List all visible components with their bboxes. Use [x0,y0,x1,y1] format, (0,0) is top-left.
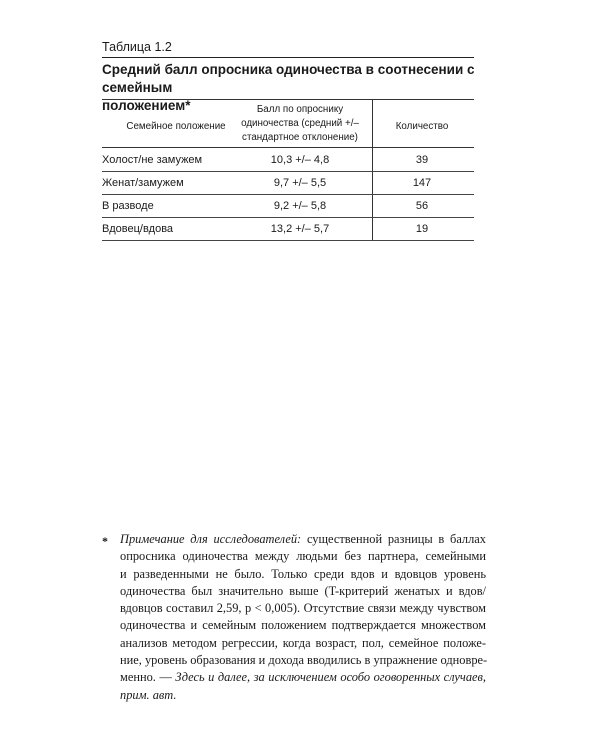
footnote-line-3: и разведенными не было. Только среди вдов и вдовцов уровень [120,566,486,581]
footnote-text [120,531,486,704]
header-count: Количество [395,121,449,132]
top-rule [102,57,474,58]
cell-status: Вдовец/вдова [102,223,174,235]
cell-count: 147 [412,177,432,189]
cell-count: 19 [415,223,429,235]
table-row [102,172,474,195]
table-title-line-1: Средний балл опросника одиночества в соотнесении с семейным [102,62,475,95]
cell-score: 13,2 +/– 5,7 [270,223,330,235]
footnote-line-9 [120,669,486,686]
header-score-line-2: одиночества (средний +/– [241,118,359,129]
table-body [102,149,474,241]
footnote-line-8: ние, уровень образования и дохода вводились в упражнение одновре- [120,653,488,668]
footnote-line-1 [120,531,486,548]
footnote-line-4: одиночества был значительно выше (T-критерий женатых и вдов/ [120,583,486,598]
title-rule [102,99,474,100]
table-title-line-2: положением* [102,98,191,113]
footnote-marker: * [102,534,108,548]
footnote-lead: Примечание для исследователей: [120,532,302,546]
footnote-line-1-rest: существенной разницы в баллах [301,532,486,546]
cell-score: 9,7 +/– 5,5 [273,177,327,189]
cell-count: 56 [415,200,429,212]
header-rule [102,147,474,148]
header-score [232,103,368,145]
cell-status: В разводе [102,200,154,212]
footnote-line-10 [120,687,486,704]
cell-status: Женат/замужем [102,177,184,189]
footnote-line-10-italic: прим. авт. [120,687,177,702]
footnote-line-9-italic: Здесь и далее, за исключением особо оговоренных случаев, [175,670,486,685]
footnote-line-9-plain: менно. — [120,670,176,685]
cell-count: 39 [415,154,429,166]
footnote-line-2: опросника одиночества между людьми без партнера, семейными [120,549,486,564]
footnote-line-7: анализов методом регрессии, когда возраст, пол, семейное положе- [120,635,486,650]
header-status: Семейное положение [126,121,226,132]
footnote-line-6: одиночества и семейным положением подтверждается множеством [120,618,486,633]
header-score-line-1: Балл по опроснику [256,104,344,115]
table-row [102,149,474,172]
table-row [102,195,474,218]
cell-status: Холост/не замужем [102,154,203,166]
header-score-line-3: стандартное отклонение) [242,132,358,143]
table-label: Таблица 1.2 [102,40,172,54]
cell-score: 10,3 +/– 4,8 [270,154,330,166]
cell-score: 9,2 +/– 5,8 [273,200,327,212]
table-row [102,218,474,241]
footnote-line-5: вдовцов составил 2,59, p < 0,005). Отсутствие связи между чувством [120,601,486,616]
